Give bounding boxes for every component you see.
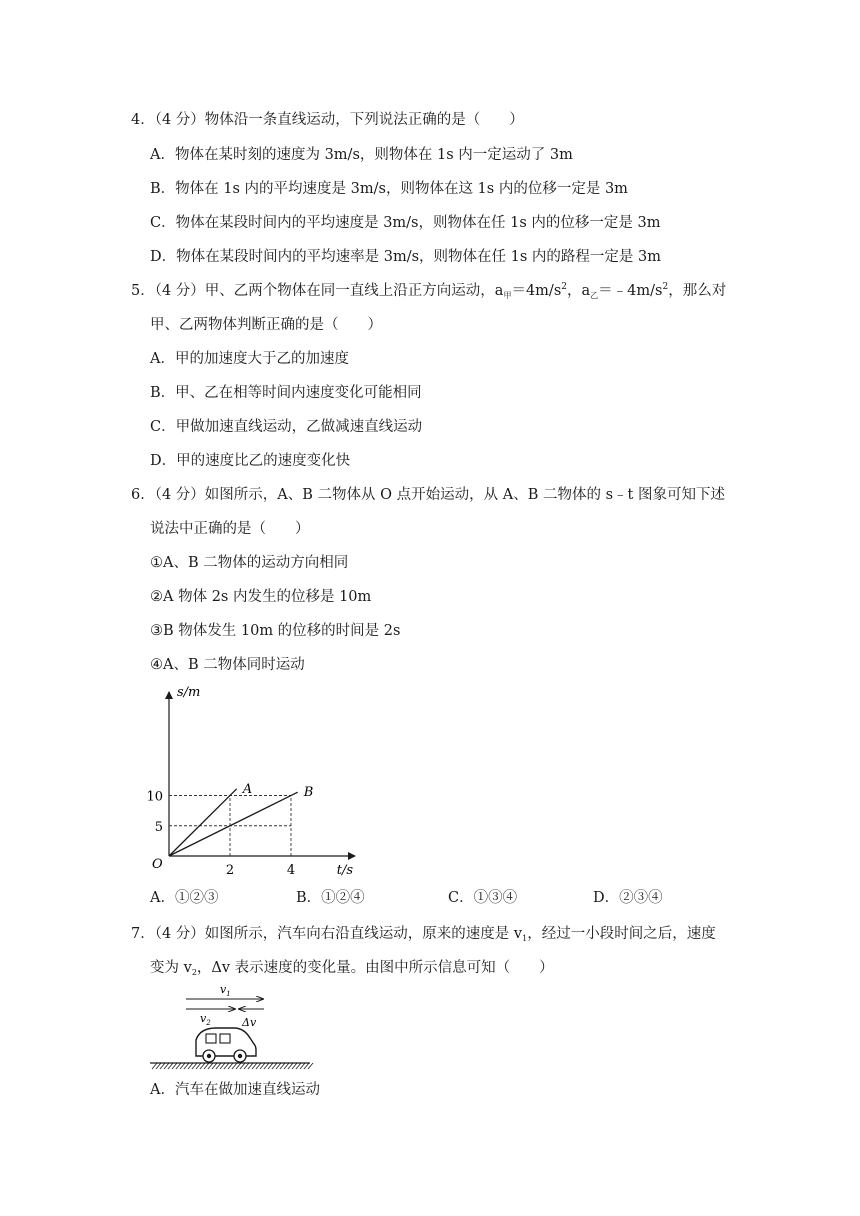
q6-answer-a: A．①②③ xyxy=(150,890,219,906)
series-line-A xyxy=(169,789,237,856)
v1-label: $v_1$ xyxy=(220,983,231,998)
q4-option-a: A．物体在某时刻的速度为 3m/s，则物体在 1s 内一定运动了 3m xyxy=(150,147,573,163)
y-tick-label: 5 xyxy=(154,819,163,835)
st-graph xyxy=(140,680,370,880)
q5-stem-e: ，那么对 xyxy=(668,283,727,299)
q6-statement-2: ②A 物体 2s 内发生的位移是 10m xyxy=(150,589,372,605)
q7-stem-line2 xyxy=(150,958,554,978)
q5-sup-2b: 2 xyxy=(662,282,669,292)
q7-sub-1: 1 xyxy=(522,934,528,943)
q7-stem-line1 xyxy=(131,924,716,944)
q5-option-c: C．甲做加速直线运动，乙做减速直线运动 xyxy=(150,419,423,435)
q5-stem-c: ，a xyxy=(567,283,591,299)
y-tick-label: 10 xyxy=(146,789,163,805)
q4-option-d: D．物体在某段时间内的平均速率是 3m/s，则物体在任 1s 内的路程一定是 3m xyxy=(150,249,662,265)
q5-option-d: D．甲的速度比乙的速度变化快 xyxy=(150,453,351,469)
series-line-B xyxy=(169,792,298,856)
q7-option-a: A．汽车在做加速直线运动 xyxy=(150,1082,320,1098)
x-tick-label: 2 xyxy=(225,863,235,878)
x-tick-label: 4 xyxy=(286,863,296,878)
car-icon xyxy=(196,1028,256,1062)
q5-option-b: B．甲、乙在相等时间内速度变化可能相同 xyxy=(150,385,422,401)
x-axis-label: t/s xyxy=(336,863,353,878)
q7-stem-d: ，Δv 表示速度的变化量。由图中所示信息可知（ ） xyxy=(196,960,554,976)
origin-label: O xyxy=(152,857,163,872)
series-label-B: B xyxy=(303,785,314,801)
q6-answer-d: D．②③④ xyxy=(593,890,663,906)
q5-stem-d: ＝﹣4m/s xyxy=(598,283,663,299)
q7-stem-a: 7．（4 分）如图所示，汽车向右沿直线运动，原来的速度是 v xyxy=(131,926,523,942)
q7-stem-b: ，经过一小段时间之后，速度 xyxy=(527,926,716,942)
q5-stem-line2: 甲、乙两物体判断正确的是（ ） xyxy=(150,317,382,333)
ground-hatching xyxy=(150,1063,313,1069)
q4-option-c: C．物体在某段时间内的平均速度是 3m/s，则物体在任 1s 内的位移一定是 3m xyxy=(150,215,661,231)
v2-label: $v_2$ xyxy=(200,1012,211,1027)
dv-label: Δv xyxy=(242,1016,257,1029)
q5-option-a: A．甲的加速度大于乙的加速度 xyxy=(150,351,349,367)
series-label-A: A xyxy=(242,781,253,797)
q7-stem-c: 变为 v xyxy=(150,960,192,976)
q6-stem-line2: 说法中正确的是（ ） xyxy=(150,521,310,537)
car-velocity-figure xyxy=(148,980,318,1072)
q5-sup-2a: 2 xyxy=(561,282,567,292)
q4-stem: 4．（4 分）物体沿一条直线运动，下列说法正确的是（ ） xyxy=(131,112,524,128)
q6-statement-3: ③B 物体发生 10m 的位移的时间是 2s xyxy=(150,623,401,639)
y-axis-label: s/m xyxy=(177,685,201,700)
q6-answer-c: C．①③④ xyxy=(448,890,518,906)
q5-sub-yi: 乙 xyxy=(590,291,599,300)
q5-stem xyxy=(131,281,726,301)
q6-statement-4: ④A、B 二物体同时运动 xyxy=(150,657,305,673)
q5-stem-a: 5．（4 分）甲、乙两个物体在同一直线上沿正方向运动，a xyxy=(131,283,504,299)
q4-option-b: B．物体在 1s 内的平均速度是 3m/s，则物体在这 1s 内的位移一定是 3m xyxy=(150,181,628,197)
q6-stem-line1: 6．（4 分）如图所示，A、B 二物体从 O 点开始运动，从 A、B 二物体的 s﹣t 图象可知下述 xyxy=(131,487,725,503)
q6-answer-b: B．①②④ xyxy=(296,890,365,906)
q5-sub-jia: 甲 xyxy=(503,291,512,300)
q5-stem-b: ＝4m/s xyxy=(511,283,562,299)
q6-statement-1: ①A、B 二物体的运动方向相同 xyxy=(150,555,349,571)
q7-sub-2: 2 xyxy=(191,968,197,977)
